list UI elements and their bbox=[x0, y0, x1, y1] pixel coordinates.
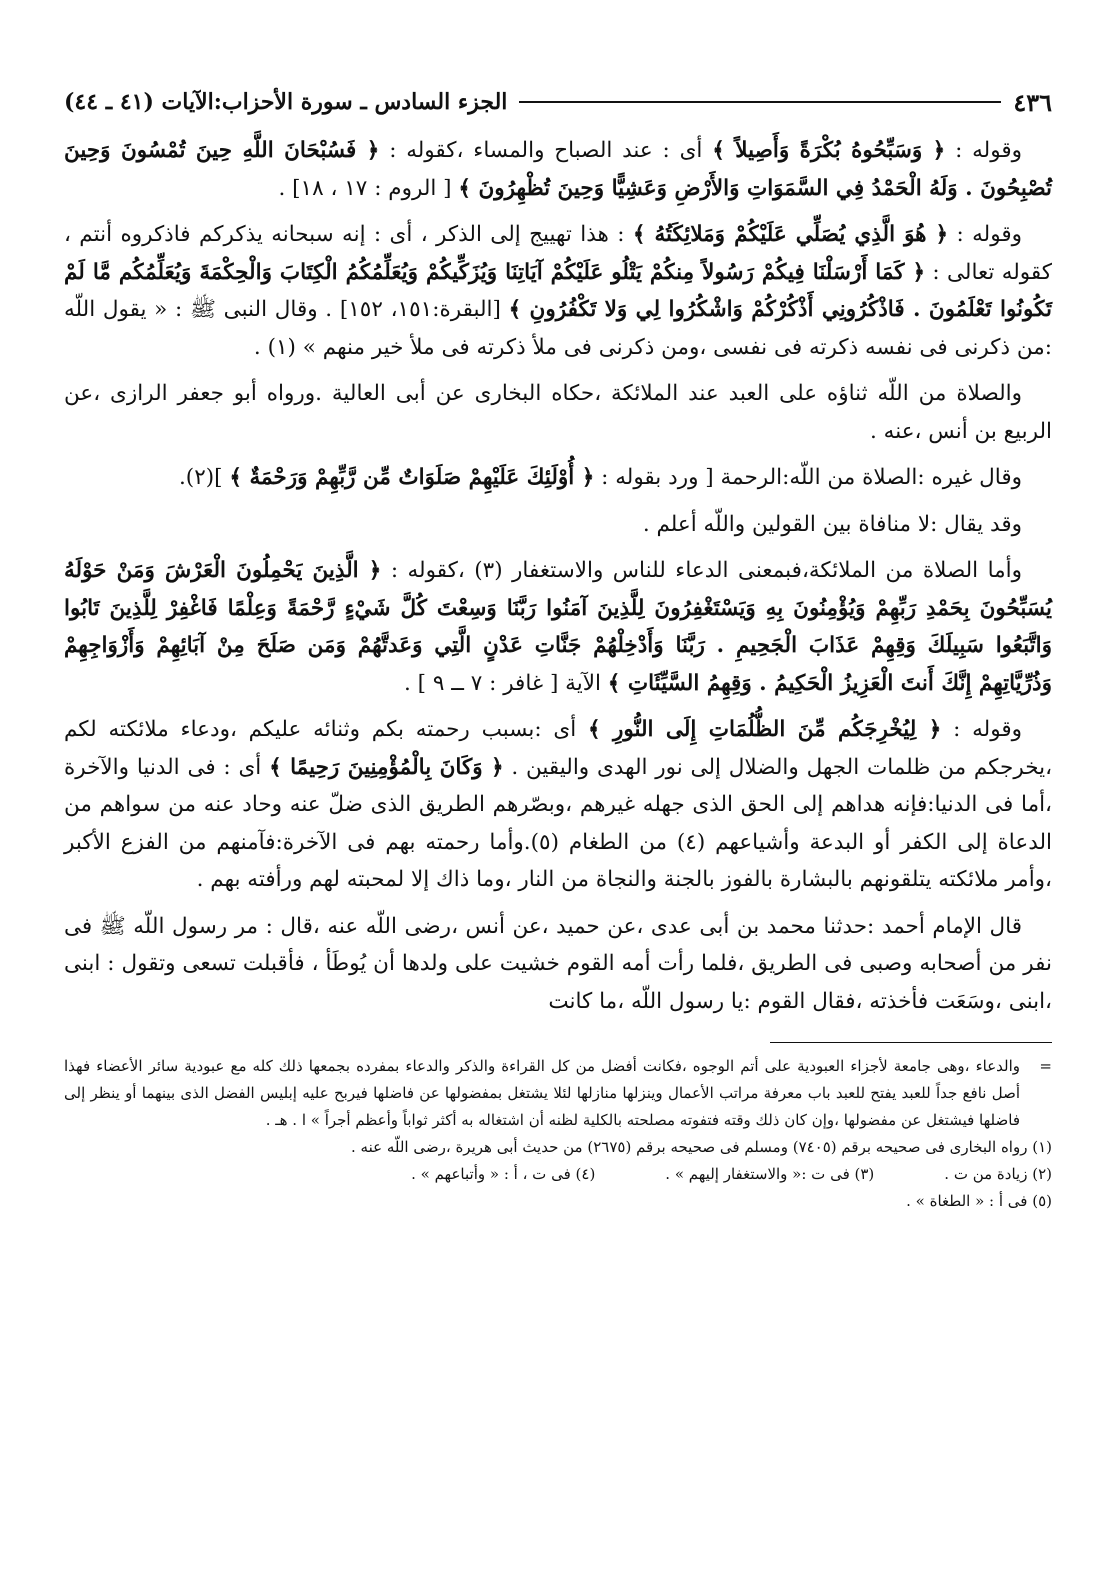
footnote-continuation bbox=[64, 1053, 1052, 1134]
text-span: أى :بسبب رحمته بكم وثنائه عليكم ،ودعاء ملائكته لكم ،يخرجكم من ظلمات الجهل والضلال إلى نور الهدى واليقين . bbox=[64, 717, 1053, 780]
text-span: وقوله : bbox=[955, 138, 1022, 163]
footnote-3: (٣) فى ت :« والاستغفار إليهم » . bbox=[665, 1165, 875, 1183]
text-span: وقوله : bbox=[953, 717, 1022, 742]
footnotes bbox=[64, 1053, 1052, 1215]
text-span: الآية [ غافر : ٧ ــ ٩ ] . bbox=[403, 670, 601, 696]
footnote-rule bbox=[770, 1042, 1052, 1043]
text-span: وقوله : bbox=[956, 222, 1022, 247]
text-span: [البقرة:١٥١، ١٥٢] . وقال النبى ﷺ : « يقول اللّه :من ذكرنى فى نفسه ذكرته فى نفسى ،ومن ذكرنى فى ملأ ذكرته فى ملأ خير منهم » (١) . bbox=[64, 297, 1052, 360]
quran-verse: ﴿ وَكَانَ بِالْمُؤْمِنِينَ رَحِيمًا ﴾ bbox=[269, 754, 504, 780]
running-title: الجزء السادس ـ سورة الأحزاب:الآيات (٤١ ـ ٤٤) bbox=[64, 89, 508, 115]
running-header bbox=[64, 80, 1052, 124]
footnote-4: (٤) فى ت ، أ : « وأتباعهم » . bbox=[411, 1165, 596, 1183]
header-rule bbox=[519, 101, 1001, 103]
footnote-text: والدعاء ،وهى جامعة لأجزاء العبودية على أتم الوجوه ،فكانت أفضل من كل القراءة والذكر والدعاء بمفرده بجمعها ذلك كله مع عبودية سائر الأعضاء فهذا أصل نافع جداً للعبد يفتح للعبد باب معرفة مراتب الأعمال وينزلها منازلها لئلا يشتغل بمفضولها عن فاضلها فيربح عليه إبليس الفضل الذى بينهما أو ينظر إلى فاضلها فيشتغل عن مفضولها ،وإن كان ذلك وقته فتفوته مصلحته بالكلية لظنه أن اشتغاله به أكثر ثواباً وأعظم أجراً » ا . هـ . bbox=[64, 1057, 1020, 1129]
text-span: وقد يقال :لا منافاة بين القولين واللّه أعلم . bbox=[642, 511, 1022, 537]
text-span: ](٢). bbox=[178, 465, 223, 490]
paragraph bbox=[64, 908, 1052, 1021]
footnote-1: (١) رواه البخارى فى صحيحه برقم (٧٤٠٥) ومسلم فى صحيحه برقم (٢٦٧٥) من حديث أبى هريرة ،رضى اللّه عنه . bbox=[351, 1138, 1052, 1156]
footnote-row bbox=[64, 1161, 1052, 1188]
quran-verse: ﴿ الَّذِينَ يَحْمِلُونَ الْعَرْشَ وَمَنْ حَوْلَهُ يُسَبِّحُونَ بِحَمْدِ رَبِّهِمْ وَيُؤْمِنُونَ بِهِ وَيَسْتَغْفِرُونَ لِلَّذِينَ آمَنُوا رَبَّنَا وَسِعْتَ كُلَّ شَيْءٍ رَّحْمَةً وَعِلْمًا فَاغْفِرْ لِلَّذِينَ تَابُوا وَاتَّبَعُوا سَبِيلَكَ وَقِهِمْ عَذَابَ الْجَحِيمِ . رَبَّنَا وَأَدْخِلْهُمْ جَنَّاتِ عَدْنٍ الَّتِي وَعَدتَّهُمْ وَمَن صَلَحَ مِنْ آبَائِهِمْ وَأَزْوَاجِهِمْ وَذُرِّيَّاتِهِمْ إِنَّكَ أَنتَ الْعَزِيزُ الْحَكِيمُ . وَقِهِمُ السَّيِّئَاتِ ﴾ bbox=[64, 558, 1052, 696]
paragraph bbox=[64, 506, 1052, 544]
paragraph bbox=[64, 552, 1052, 702]
text-span: [ الروم : ١٧ ، ١٨] . bbox=[278, 175, 452, 201]
paragraph bbox=[64, 459, 1052, 497]
text-span: وأما الصلاة من الملائكة،فبمعنى الدعاء للناس والاستغفار (٣) ،كقوله : bbox=[390, 558, 1022, 583]
quran-verse: ﴿ هُوَ الَّذِي يُصَلِّي عَلَيْكُمْ وَمَلائِكَتُهُ ﴾ bbox=[632, 222, 949, 247]
footnote-2: (٢) زيادة من ت . bbox=[944, 1165, 1052, 1183]
book-page bbox=[64, 80, 1052, 1215]
quran-verse: ﴿ فَسُبْحَانَ اللَّهِ حِينَ تُمْسُونَ وَحِينَ تُصْبِحُونَ . وَلَهُ الْحَمْدُ فِي السَّمَوَاتِ وَالأَرْضِ وَعَشِيًّا وَحِينَ تُظْهِرُونَ ﴾ bbox=[64, 138, 1052, 201]
text-span: قال الإمام أحمد :حدثنا محمد بن أبى عدى ،عن حميد ،عن أنس ،رضى اللّه عنه ،قال : مر رسول اللّه ﷺ فى نفر من أصحابه وصبى فى الطريق ،فلما رأت أمه القوم خشيت على ولدها أن يُوطَأ ، فأقبلت تسعى وتقول : ابنى ،ابنى ،وسَعَت فأخذته ،فقال القوم :يا رسول اللّه ،ما كانت bbox=[64, 913, 1052, 1014]
continuation-mark: = bbox=[1039, 1057, 1052, 1075]
paragraph bbox=[64, 216, 1052, 366]
quran-verse: ﴿ وَسَبِّحُوهُ بُكْرَةً وَأَصِيلاً ﴾ bbox=[712, 138, 946, 163]
quran-verse: ﴿ كَمَا أَرْسَلْنَا فِيكُمْ رَسُولاً مِنكُمْ يَتْلُو عَلَيْكُمْ آيَاتِنَا وَيُزَكِّيكُمْ وَيُعَلِّمُكُمُ الْكِتَابَ وَالْحِكْمَةَ وَيُعَلِّمُكُم مَّا لَمْ تَكُونُوا تَعْلَمُونَ . فَاذْكُرُونِي أَذْكُرْكُمْ وَاشْكُرُوا لِي وَلا تَكْفُرُونِ ﴾ bbox=[64, 259, 1053, 322]
main-text bbox=[64, 132, 1052, 1020]
text-span: : هذا تهييج إلى الذكر ، أى : إنه سبحانه يذكركم فاذكروه أنتم ، كقوله تعالى : bbox=[64, 222, 1052, 285]
text-span: وقال غيره :الصلاة من اللّه:الرحمة [ ورد بقوله : bbox=[601, 465, 1022, 490]
paragraph bbox=[64, 711, 1052, 899]
footnote-5: (٥) فى أ : « الطغاة » . bbox=[906, 1192, 1052, 1210]
quran-verse: ﴿ لِيُخْرِجَكُم مِّنَ الظُّلُمَاتِ إِلَى النُّورِ ﴾ bbox=[587, 717, 942, 742]
paragraph bbox=[64, 375, 1052, 450]
page-number: ٤٣٦ bbox=[1013, 87, 1052, 117]
text-span: والصلاة من اللّه ثناؤه على العبد عند الملائكة ،حكاه البخارى عن أبى العالية .ورواه أبو جعفر الرازى ،عن الربيع بن أنس ،عنه . bbox=[64, 381, 1052, 444]
quran-verse: ﴿ أُوْلَئِكَ عَلَيْهِمْ صَلَوَاتٌ مِّن رَّبِّهِمْ وَرَحْمَةٌ ﴾ bbox=[229, 465, 595, 490]
text-span: أى : عند الصباح والمساء ،كقوله : bbox=[389, 138, 703, 163]
paragraph bbox=[64, 132, 1052, 207]
text-span: أى : فى الدنيا والآخرة ،أما فى الدنيا:فإنه هداهم إلى الحق الذى جهله غيرهم ،وبصّرهم الطريق الذى ضلّ عنه وحاد عنه من سواهم من الدعاة إلى الكفر أو البدعة وأشياعهم (٤) من الطغام (٥).وأما رحمته بهم فى الآخرة:فآمنهم من الفزع الأكبر ،وأمر ملائكته يتلقونهم بالبشارة بالفوز بالجنة والنجاة من النار ،وما ذاك إلا لمحبته لهم ورأفته بهم . bbox=[64, 754, 1052, 892]
